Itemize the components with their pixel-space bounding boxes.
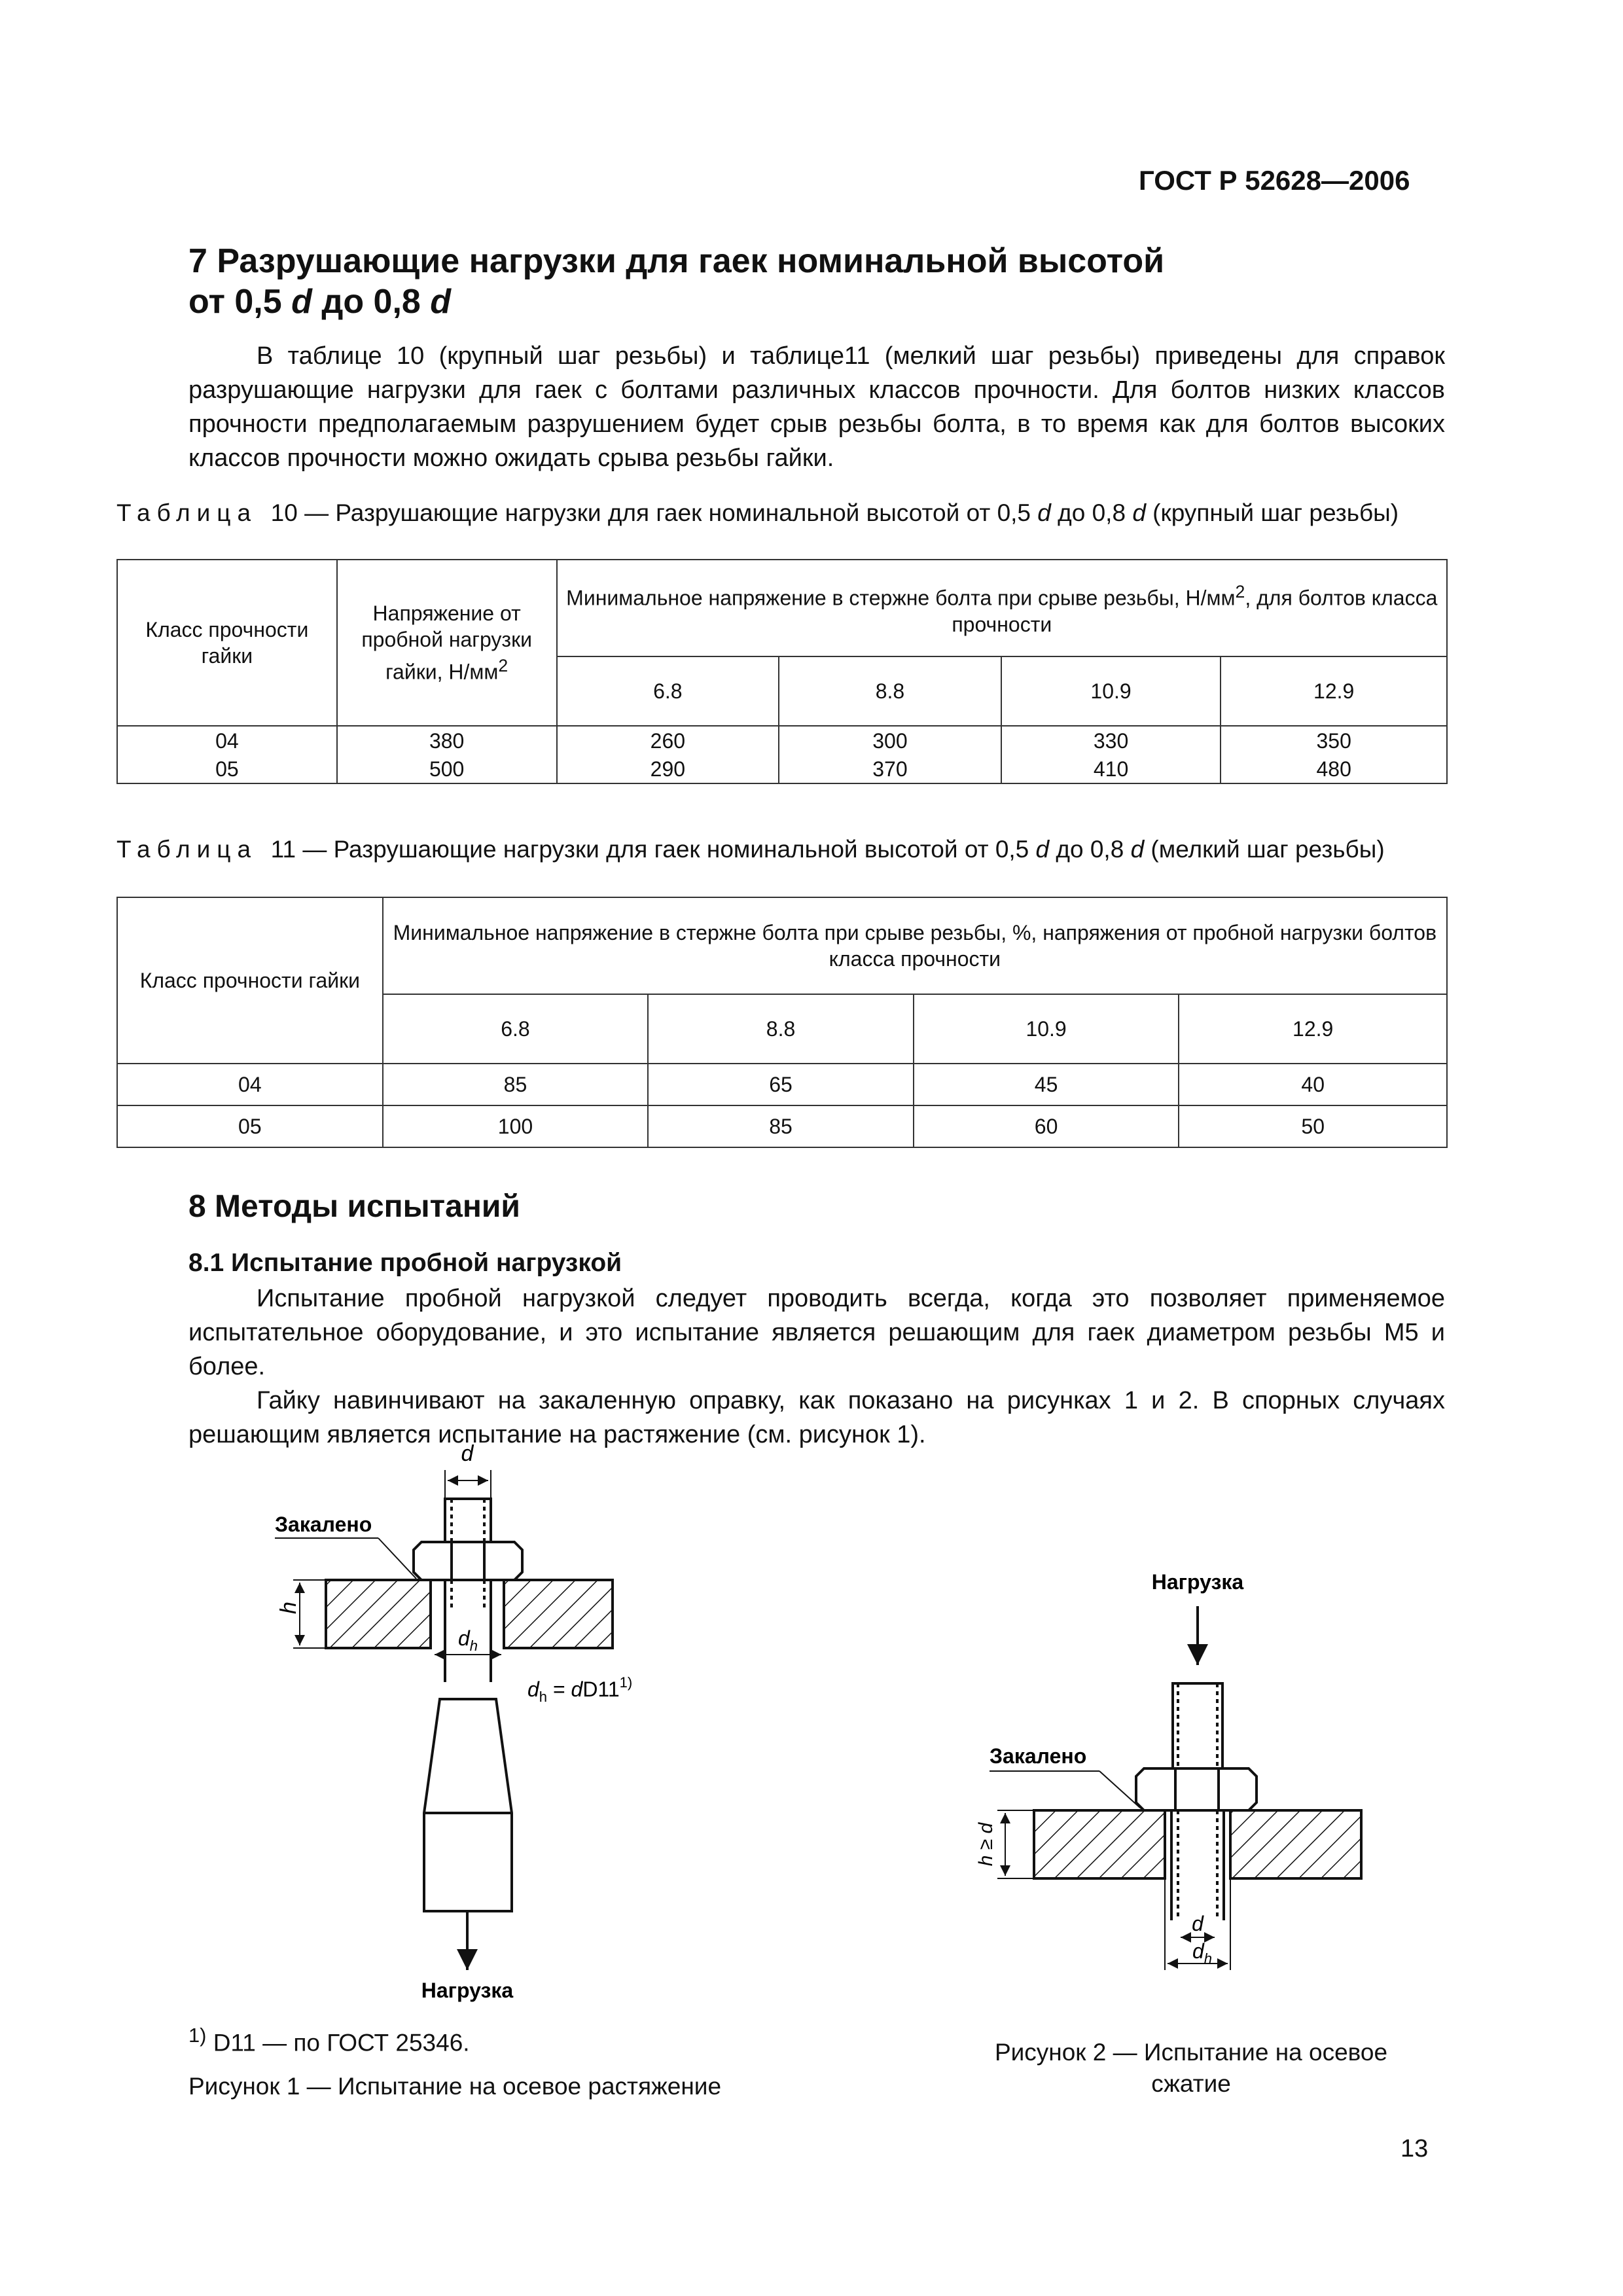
table-10-subheader: 10.9 [1001, 656, 1221, 726]
section-8-paragraph-1: Испытание пробной нагрузкой следует проводить всегда, когда это позволяет применяемое испытательное оборудование, и это испытание является решающим для гаек диаметром резьбы М5 и более. [188, 1285, 1445, 1380]
table-cell: 40 [1179, 1064, 1447, 1105]
section-8-1-title: 8.1 Испытание пробной нагрузкой [188, 1249, 622, 1277]
figure-1-mandrel-top [445, 1499, 491, 1542]
figure-1-plate-right [504, 1580, 613, 1648]
table-cell: 410 [1001, 755, 1221, 783]
figure-1-caption: Рисунок 1 — Испытание на осевое растяжение [188, 2073, 722, 2100]
figure-1-plate-left [326, 1580, 431, 1648]
table-11-header-class: Класс прочности гайки [117, 897, 383, 1064]
figure-1-label-h: h [276, 1602, 301, 1614]
figure-1-label-load: Нагрузка [421, 1979, 514, 2002]
section-8-title: 8 Методы испытаний [188, 1189, 520, 1224]
table-cell: 480 [1221, 755, 1447, 783]
table-cell: 45 [914, 1064, 1179, 1105]
table-10-header-class: Класс прочности гайки [117, 560, 337, 726]
table-cell: 50 [1179, 1105, 1447, 1147]
table-cell: 85 [383, 1064, 649, 1105]
table-cell: 370 [779, 755, 1001, 783]
table-10-subheader: 6.8 [557, 656, 779, 726]
figure-1-footnote: $^{1)}$ D11 — по ГОСТ 25346. [188, 2024, 470, 2056]
table-cell: 290 [557, 755, 779, 783]
standard-number: ГОСТ Р 52628—2006 [1139, 165, 1410, 196]
table-cell: 05 [117, 1105, 383, 1147]
figure-2-plate-right [1230, 1810, 1361, 1878]
table-10-header-stress: Напряжение от пробной нагрузки гайки, $Н/мм^2$ [337, 560, 557, 726]
figure-1-formula: $d_h = dD11^{1)}$ [527, 1674, 633, 1705]
table-11-caption: Таблица 11 — Разрушающие нагрузки для гаек номинальной высотой от 0,5 d до 0,8 d (мелкий шаг резьбы) [116, 836, 1385, 863]
table-cell: 100 [383, 1105, 649, 1147]
table-cell: 260 [557, 726, 779, 755]
figure-2-label-d: d [1192, 1912, 1204, 1935]
figure-2-label-hardened: Закалено [990, 1744, 1087, 1768]
table-10-subheader: 8.8 [779, 656, 1001, 726]
table-11-subheader: 10.9 [914, 994, 1179, 1064]
page-number: 13 [1400, 2135, 1429, 2162]
figure-2-nut [1136, 1768, 1257, 1810]
section-8-paragraph-2: Гайку навинчивают на закаленную оправку, как показано на рисунках 1 и 2. В спорных случаях решающим является испытание на растяжение (см. рисунок 1). [188, 1387, 1445, 1448]
table-cell: 500 [337, 755, 557, 783]
table-11-header-min-stress: Минимальное напряжение в стержне болта при срыве резьбы, %, напряжения от пробной нагрузки болтов класса прочности [383, 897, 1447, 994]
table-cell: 85 [648, 1105, 914, 1147]
table-cell: 60 [914, 1105, 1179, 1147]
figure-2-label-h: h ≥ d [975, 1822, 997, 1867]
figure-2-label-dh: $d_h$ [1192, 1939, 1213, 1967]
table-10-header-min-stress: Минимальное напряжение в стержне болта при срыве резьбы, $Н/мм^2$, для болтов класса прочности [557, 560, 1447, 656]
table-cell: 04 [117, 1064, 383, 1105]
table-cell: 04 [117, 726, 337, 755]
section-7-title-line2: от 0,5 d до 0,8 d [188, 283, 452, 321]
section-7-paragraph: В таблице 10 (крупный шаг резьбы) и таблице11 (мелкий шаг резьбы) приведены для справок разрушающие нагрузки для гаек с болтами различных классов прочности. Для болтов низких классов прочности предполагаемым разрушением будет срыв резьбы болта, в то время как для болтов высоких классов прочности можно ожидать срыва резьбы гайки. [188, 342, 1445, 472]
figure-1-label-dh: $d_h$ [458, 1626, 478, 1654]
figure-1-label-d: d [461, 1441, 474, 1466]
figure-1-specimen [424, 1699, 512, 1911]
table-cell: 330 [1001, 726, 1221, 755]
table-cell: 65 [648, 1064, 914, 1105]
table-10-caption: Таблица 10 — Разрушающие нагрузки для гаек номинальной высотой от 0,5 d до 0,8 d (крупный шаг резьбы) [116, 499, 1399, 526]
table-cell: 350 [1221, 726, 1447, 755]
table-11-subheader: 8.8 [648, 994, 914, 1064]
figure-2-punch [1173, 1683, 1222, 1768]
table-cell: 05 [117, 755, 337, 783]
table-11-subheader: 6.8 [383, 994, 649, 1064]
table-10-subheader: 12.9 [1221, 656, 1447, 726]
table-11-subheader: 12.9 [1179, 994, 1447, 1064]
figure-1-nut [414, 1542, 522, 1580]
figure-2-drawing [990, 1606, 1361, 1970]
figure-2-plate-left [1034, 1810, 1165, 1878]
figure-1-drawing [275, 1470, 613, 1970]
figure-2-label-load: Нагрузка [1151, 1570, 1244, 1594]
figure-2-caption: Рисунок 2 — Испытание на осевое сжатие [994, 2039, 1388, 2097]
figure-1-label-hardened: Закалено [275, 1513, 372, 1536]
section-7-title-line1: 7 Разрушающие нагрузки для гаек номинальной высотой [188, 242, 1165, 280]
table-cell: 300 [779, 726, 1001, 755]
table-cell: 380 [337, 726, 557, 755]
